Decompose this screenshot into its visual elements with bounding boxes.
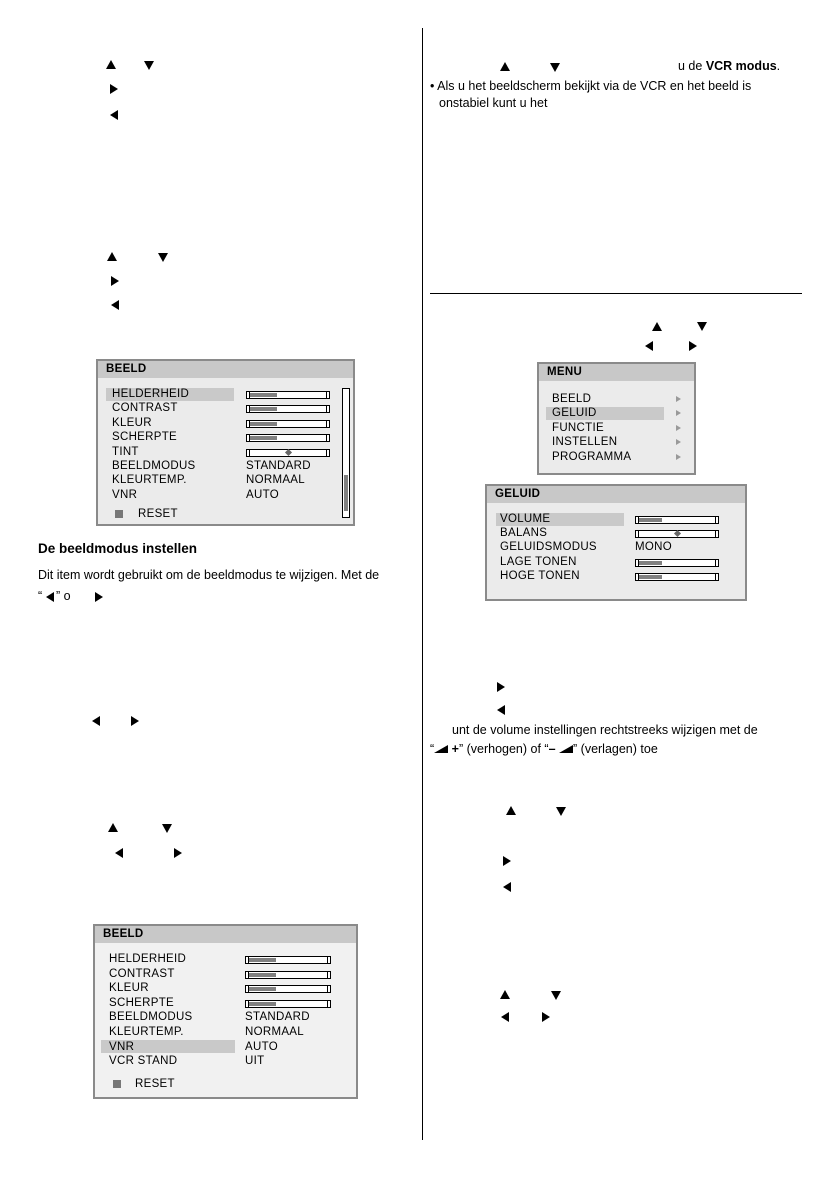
osd-item-label[interactable]: VOLUME — [500, 513, 551, 525]
slider-fill — [250, 407, 277, 411]
left-arrow-icon — [645, 341, 653, 351]
right-arrow-icon — [542, 1012, 550, 1022]
reset-label: RESET — [138, 508, 178, 520]
down-arrow-icon — [556, 807, 566, 816]
osd-item-value: AUTO — [245, 1040, 278, 1053]
up-arrow-icon — [506, 806, 516, 815]
quote-close: ” o — [56, 589, 71, 603]
slider-center-marker — [285, 449, 292, 456]
osd-title: BEELD — [95, 926, 356, 943]
right-arrow-icon — [497, 682, 505, 692]
submenu-arrow-icon — [676, 454, 681, 460]
slider-fill — [249, 987, 276, 991]
geluid-menu-osd — [485, 484, 747, 601]
level-slider[interactable] — [246, 434, 330, 442]
slider-fill — [249, 973, 276, 977]
up-arrow-icon — [652, 322, 662, 331]
osd-item-label[interactable]: LAGE TONEN — [500, 555, 577, 568]
scrollbar-thumb[interactable] — [344, 475, 348, 511]
up-arrow-icon — [106, 60, 116, 69]
osd-item-label[interactable]: VNR — [109, 1040, 135, 1053]
down-arrow-icon — [697, 322, 707, 331]
osd-scrollbar[interactable] — [342, 388, 350, 518]
up-arrow-icon — [108, 823, 118, 832]
level-slider[interactable] — [246, 420, 330, 428]
down-arrow-icon — [550, 63, 560, 72]
menu-item-functie[interactable]: FUNCTIE — [552, 421, 604, 434]
menu-item-beeld[interactable]: BEELD — [552, 393, 592, 405]
menu-item-geluid[interactable]: GELUID — [552, 407, 597, 420]
osd-item-label[interactable]: KLEURTEMP. — [109, 1026, 184, 1038]
balance-slider[interactable] — [635, 530, 719, 538]
osd-item-value: STANDARD — [245, 1011, 310, 1024]
submenu-arrow-icon — [676, 439, 681, 445]
main-menu-osd — [537, 362, 696, 475]
left-arrow-icon — [115, 848, 123, 858]
osd-item-label[interactable]: VNR — [112, 488, 138, 501]
osd-item-value: UIT — [245, 1055, 265, 1068]
volume-ramp-icon — [434, 745, 448, 753]
right-arrow-icon — [110, 84, 118, 94]
vcr-mode-line: u de VCR modus. — [678, 59, 781, 73]
right-arrow-icon — [131, 716, 139, 726]
right-arrow-icon — [174, 848, 182, 858]
menu-item-instellen[interactable]: INSTELLEN — [552, 436, 618, 449]
left-arrow-icon — [111, 300, 119, 310]
osd-item-label[interactable]: BEELDMODUS — [112, 460, 196, 472]
level-slider[interactable] — [245, 956, 331, 964]
osd-item-value: STANDARD — [246, 460, 311, 472]
section-divider — [430, 293, 802, 294]
left-arrow-icon — [497, 705, 505, 715]
osd-item-label[interactable]: GELUIDSMODUS — [500, 541, 597, 554]
osd-item-label[interactable]: HOGE TONEN — [500, 569, 580, 582]
right-arrow-icon — [95, 592, 103, 602]
right-arrow-icon — [503, 856, 511, 866]
submenu-arrow-icon — [676, 396, 681, 402]
slider-fill — [639, 575, 662, 579]
down-arrow-icon — [551, 991, 561, 1000]
left-arrow-icon — [92, 716, 100, 726]
osd-title: MENU — [539, 364, 694, 381]
osd-item-value: MONO — [635, 541, 672, 554]
left-arrow-icon — [501, 1012, 509, 1022]
down-arrow-icon — [158, 253, 168, 262]
osd-item-label[interactable]: KLEUR — [109, 982, 149, 995]
menu-item-programma[interactable]: PROGRAMMA — [552, 450, 632, 463]
left-arrow-icon — [46, 592, 54, 602]
left-arrow-icon — [503, 882, 511, 892]
slider-fill — [639, 518, 662, 522]
up-arrow-icon — [500, 62, 510, 71]
osd-item-value: NORMAAL — [246, 474, 305, 487]
quote-open: “ — [38, 589, 43, 603]
level-slider[interactable] — [635, 559, 719, 567]
red-button-icon — [115, 510, 123, 518]
level-slider[interactable] — [246, 391, 330, 399]
level-slider[interactable] — [635, 573, 719, 581]
left-arrow-icon — [110, 110, 118, 120]
slider-fill — [250, 422, 277, 426]
osd-item-label[interactable]: VCR STAND — [109, 1055, 178, 1068]
up-arrow-icon — [500, 990, 510, 999]
down-arrow-icon — [144, 61, 154, 70]
osd-item-label[interactable]: BALANS — [500, 527, 548, 540]
osd-item-label[interactable]: HELDERHEID — [112, 388, 190, 400]
submenu-arrow-icon — [676, 425, 681, 431]
osd-item-label[interactable]: HELDERHEID — [109, 953, 187, 965]
beeldmodus-heading: De beeldmodus instellen — [38, 541, 198, 556]
slider-fill — [639, 561, 662, 565]
volume-text-line2: “ +” (verhogen) of “– ” (verlagen) toe — [430, 742, 658, 756]
right-arrow-icon — [689, 341, 697, 351]
beeld-menu-osd-vcr — [93, 924, 358, 1099]
right-arrow-icon — [111, 276, 119, 286]
vcr-note-line2: onstabiel kunt u het — [439, 96, 548, 110]
up-arrow-icon — [107, 252, 117, 261]
osd-item-value: NORMAAL — [245, 1026, 304, 1038]
slider-fill — [250, 436, 277, 440]
column-divider — [422, 28, 423, 1140]
slider-center-marker — [674, 530, 681, 537]
reset-label: RESET — [135, 1078, 175, 1090]
vcr-note-line1: • Als u het beeldscherm bekijkt via de VCR en het beeld is — [430, 79, 752, 93]
osd-item-label[interactable]: KLEUR — [112, 416, 152, 429]
beeldmodus-text: Dit item wordt gebruikt om de beeldmodus te wijzigen. Met de — [38, 568, 380, 582]
osd-item-label[interactable]: BEELDMODUS — [109, 1011, 193, 1024]
osd-item-label[interactable]: KLEURTEMP. — [112, 474, 187, 487]
slider-fill — [249, 958, 276, 962]
submenu-arrow-icon — [676, 410, 681, 416]
level-slider[interactable] — [245, 971, 331, 979]
beeld-menu-osd — [96, 359, 355, 526]
level-slider[interactable] — [635, 516, 719, 524]
volume-ramp-icon — [559, 745, 573, 753]
volume-text-line1: unt de volume instellingen rechtstreeks wijzigen met de — [452, 723, 758, 737]
osd-item-label[interactable]: TINT — [112, 445, 139, 458]
osd-title: GELUID — [487, 486, 745, 503]
level-slider[interactable] — [245, 985, 331, 993]
osd-item-label[interactable]: CONTRAST — [112, 402, 178, 415]
level-slider[interactable] — [245, 1000, 331, 1008]
level-slider[interactable] — [246, 405, 330, 413]
red-button-icon — [113, 1080, 121, 1088]
balance-slider[interactable] — [246, 449, 330, 457]
osd-item-value: AUTO — [246, 488, 279, 501]
slider-fill — [249, 1002, 276, 1006]
osd-item-label[interactable]: SCHERPTE — [109, 996, 175, 1009]
slider-fill — [250, 393, 277, 397]
osd-title: BEELD — [98, 361, 353, 378]
osd-item-label[interactable]: SCHERPTE — [112, 431, 178, 444]
osd-item-label[interactable]: CONTRAST — [109, 967, 175, 980]
down-arrow-icon — [162, 824, 172, 833]
